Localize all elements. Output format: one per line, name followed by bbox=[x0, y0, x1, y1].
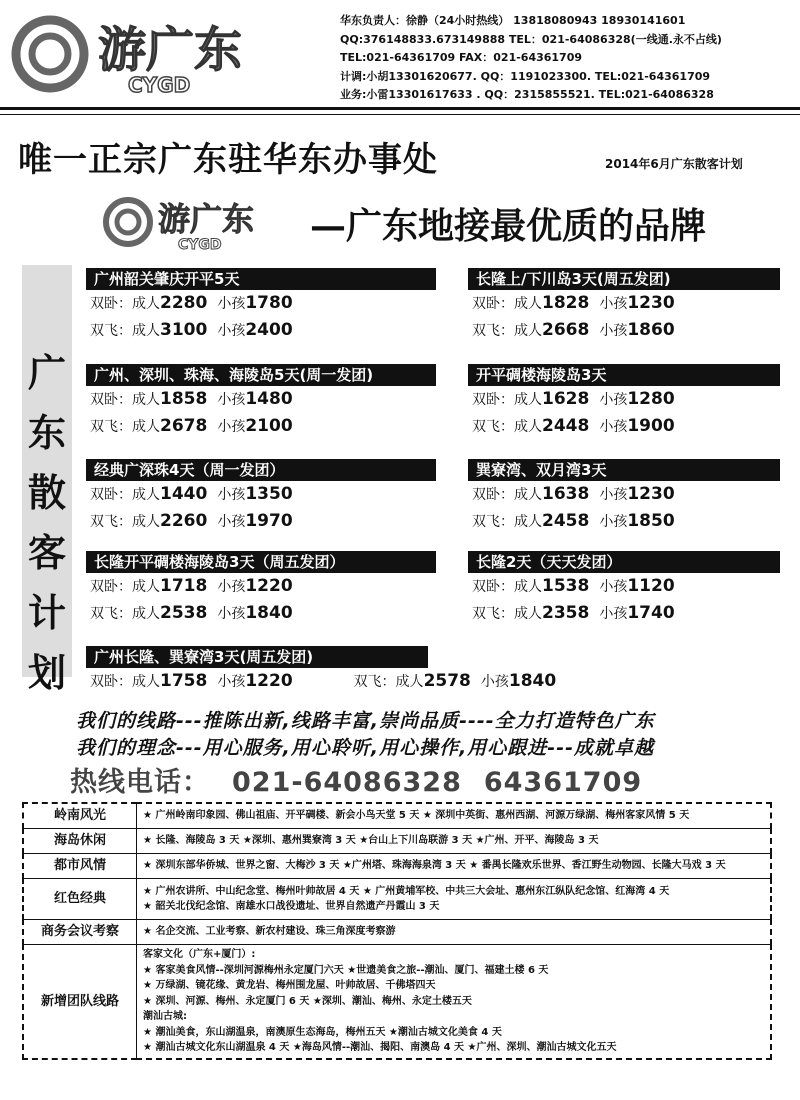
price-row: 双卧：成人1828 小孩1230 bbox=[472, 293, 675, 313]
price-row: 双飞：成人2678 小孩2100 bbox=[90, 416, 293, 436]
price-row: 双卧：成人1858 小孩1480 bbox=[90, 389, 293, 409]
sidebar-title bbox=[22, 265, 72, 695]
tour-title: 经典广深珠4天（周一发团） bbox=[86, 459, 436, 481]
hotline-phone: 021-64086328 bbox=[232, 767, 462, 798]
price-row: 双飞：成人2458 小孩1850 bbox=[472, 511, 675, 531]
route-line: ★ 广州农讲所、中山纪念堂、梅州叶帅故居 4 天 ★ 广州黄埔军校、中共三大会址、惠州东江纵队纪念馆、红海湾 4 天 bbox=[143, 885, 670, 897]
sidebar-char: 划 bbox=[27, 650, 66, 695]
route-line: ★ 潮汕美食，东山湖温泉，南澳原生态海岛，梅州五天 ★潮汕古城文化美食 4 天 bbox=[143, 1026, 502, 1038]
sidebar-char: 客 bbox=[27, 530, 66, 575]
table-row bbox=[23, 945, 771, 1059]
tour-card bbox=[86, 268, 436, 344]
headline: 唯一正宗广东驻华东办事处 bbox=[18, 140, 438, 180]
motto-line: 我们的理念---用心服务,用心聆听,用心操作,用心跟进---成就卓越 bbox=[76, 737, 654, 759]
logo bbox=[8, 8, 308, 100]
tour-title: 广州韶关肇庆开平5天 bbox=[86, 268, 436, 290]
sidebar-char: 广 bbox=[27, 350, 66, 395]
tour-title: 广州长隆、巽寮湾3天(周五发团) bbox=[86, 646, 428, 668]
sidebar-char: 东 bbox=[27, 410, 66, 455]
tour-card bbox=[86, 364, 436, 440]
tour-card bbox=[468, 364, 780, 440]
route-line: ★ 韶关北伐纪念馆、南雄水口战役遗址、世界自然遗产丹霞山 3 天 bbox=[143, 901, 440, 912]
route-line: 客家文化（广东+厦门）: bbox=[143, 949, 256, 960]
svg-text:CYGD: CYGD bbox=[128, 73, 191, 97]
price-row: 双卧：成人1638 小孩1230 bbox=[472, 484, 675, 504]
route-category: 岭南风光 bbox=[23, 803, 137, 829]
price-row: 双飞：成人2448 小孩1900 bbox=[472, 416, 675, 436]
route-line: ★ 广州岭南印象园、佛山祖庙、开平碉楼、新会小鸟天堂 5 天 ★ 深圳中英街、惠州西湖、河源万绿湖、梅州客家风情 5 天 bbox=[143, 810, 690, 822]
tour-card bbox=[468, 551, 780, 627]
table-row bbox=[23, 879, 771, 920]
sidebar-char: 计 bbox=[27, 590, 66, 635]
route-category: 都市风情 bbox=[23, 854, 137, 879]
sidebar-char: 散 bbox=[27, 470, 66, 515]
contact-line: 计调:小胡13301620677. QQ：1191023300. TEL:021-64361709 bbox=[340, 69, 711, 83]
table-row bbox=[23, 920, 771, 945]
hotline-phone: 64361709 bbox=[483, 767, 643, 798]
price-row: 双卧：成人1718 小孩1220 bbox=[90, 576, 293, 596]
divider bbox=[0, 107, 800, 110]
tour-card bbox=[86, 551, 436, 627]
logo-small bbox=[100, 192, 300, 254]
tour-title: 开平碉楼海陵岛3天 bbox=[468, 364, 780, 386]
tour-card bbox=[468, 268, 780, 344]
tour-card bbox=[86, 459, 436, 535]
route-line: ★ 万绿湖、镜花缘、黄龙岩、梅州围龙屋、叶帅故居、千佛塔四天 bbox=[143, 980, 436, 991]
price-row: 双飞：成人2358 小孩1740 bbox=[472, 603, 675, 623]
route-line: ★ 深圳东部华侨城、世界之窗、大梅沙 3 天 ★广州塔、珠海海泉湾 3 天 ★ 番禺长隆欢乐世界、香江野生动物园、长隆大马戏 3 天 bbox=[143, 860, 726, 872]
svg-text:游广东: 游广东 bbox=[98, 22, 243, 78]
price-row: 双卧：成人1628 小孩1280 bbox=[472, 389, 675, 409]
tour-title: 巽寮湾、双月湾3天 bbox=[468, 459, 780, 481]
slogan: —广东地接最优质的品牌 bbox=[310, 205, 707, 247]
route-line: ★ 长隆、海陵岛 3 天 ★深圳、惠州巽寮湾 3 天 ★台山上下川岛联游 3 天 ★广州、开平、海陵岛 3 天 bbox=[143, 835, 599, 847]
tour-title: 广州、深圳、珠海、海陵岛5天(周一发团) bbox=[86, 364, 436, 386]
price-row: 双卧：成人1538 小孩1120 bbox=[472, 576, 675, 596]
tour-title: 长隆开平碉楼海陵岛3天（周五发团） bbox=[86, 551, 436, 573]
table-row bbox=[23, 829, 771, 854]
price-row: 双飞：成人2668 小孩1860 bbox=[472, 320, 675, 340]
contact-line: QQ:376148833.673149888 TEL：021-64086328(一线通.永不占线) bbox=[340, 32, 722, 46]
route-category: 红色经典 bbox=[23, 879, 137, 920]
divider bbox=[0, 114, 800, 115]
hotline-label: 热线电话： bbox=[70, 767, 210, 798]
price-row: 双飞：成人2538 小孩1840 bbox=[90, 603, 293, 623]
plan-date: 2014年6月广东散客计划 bbox=[605, 157, 743, 171]
route-line: ★ 客家美食风情--深圳河源梅州永定厦门六天 ★世遗美食之旅--潮汕、厦门、福建土楼 6 天 bbox=[143, 964, 549, 976]
contact-line: 业务:小雷13301617633 . QQ：2315855521. TEL:021-64086328 bbox=[340, 88, 714, 101]
routes-table bbox=[22, 802, 772, 1060]
route-category: 商务会议考察 bbox=[23, 920, 137, 945]
contact-line: 华东负责人：徐静（24小时热线） 13818080943 18930141601 bbox=[340, 14, 686, 27]
route-line: 潮汕古城: bbox=[143, 1011, 187, 1022]
tour-title: 长隆2天（天天发团） bbox=[468, 551, 780, 573]
motto-line: 我们的线路---推陈出新,线路丰富,崇尚品质----全力打造特色广东 bbox=[76, 710, 655, 732]
contact-line: TEL:021-64361709 FAX：021-64361709 bbox=[340, 51, 583, 64]
tour-card bbox=[468, 459, 780, 535]
route-line: ★ 名企交流、工业考察、新农村建设、珠三角深度考察游 bbox=[143, 926, 396, 938]
table-row bbox=[23, 803, 771, 829]
table-row bbox=[23, 854, 771, 879]
route-category: 海岛休闲 bbox=[23, 829, 137, 854]
tour-card bbox=[86, 646, 686, 695]
price-row: 双飞：成人3100 小孩2400 bbox=[90, 320, 293, 340]
svg-text:CYGD: CYGD bbox=[178, 237, 222, 253]
tour-title: 长隆上/下川岛3天(周五发团) bbox=[468, 268, 780, 290]
price-row: 双卧：成人1440 小孩1350 bbox=[90, 484, 293, 504]
price-row: 双卧：成人1758 小孩1220 双飞：成人2578 小孩1840 bbox=[90, 671, 557, 691]
contact-info bbox=[340, 12, 795, 105]
route-line: ★ 潮汕古城文化东山湖温泉 4 天 ★海岛风情--潮汕、揭阳、南澳岛 4 天 ★广州、深圳、潮汕古城文化五天 bbox=[143, 1042, 617, 1053]
header bbox=[0, 0, 800, 112]
price-row: 双卧：成人2280 小孩1780 bbox=[90, 293, 293, 313]
route-line: ★ 深圳、河源、梅州、永定厦门 6 天 ★深圳、潮汕、梅州、永定土楼五天 bbox=[143, 995, 472, 1007]
hotline bbox=[70, 760, 664, 799]
svg-text:游广东: 游广东 bbox=[158, 200, 255, 238]
price-row: 双飞：成人2260 小孩1970 bbox=[90, 511, 293, 531]
route-category: 新增团队线路 bbox=[23, 945, 137, 1059]
